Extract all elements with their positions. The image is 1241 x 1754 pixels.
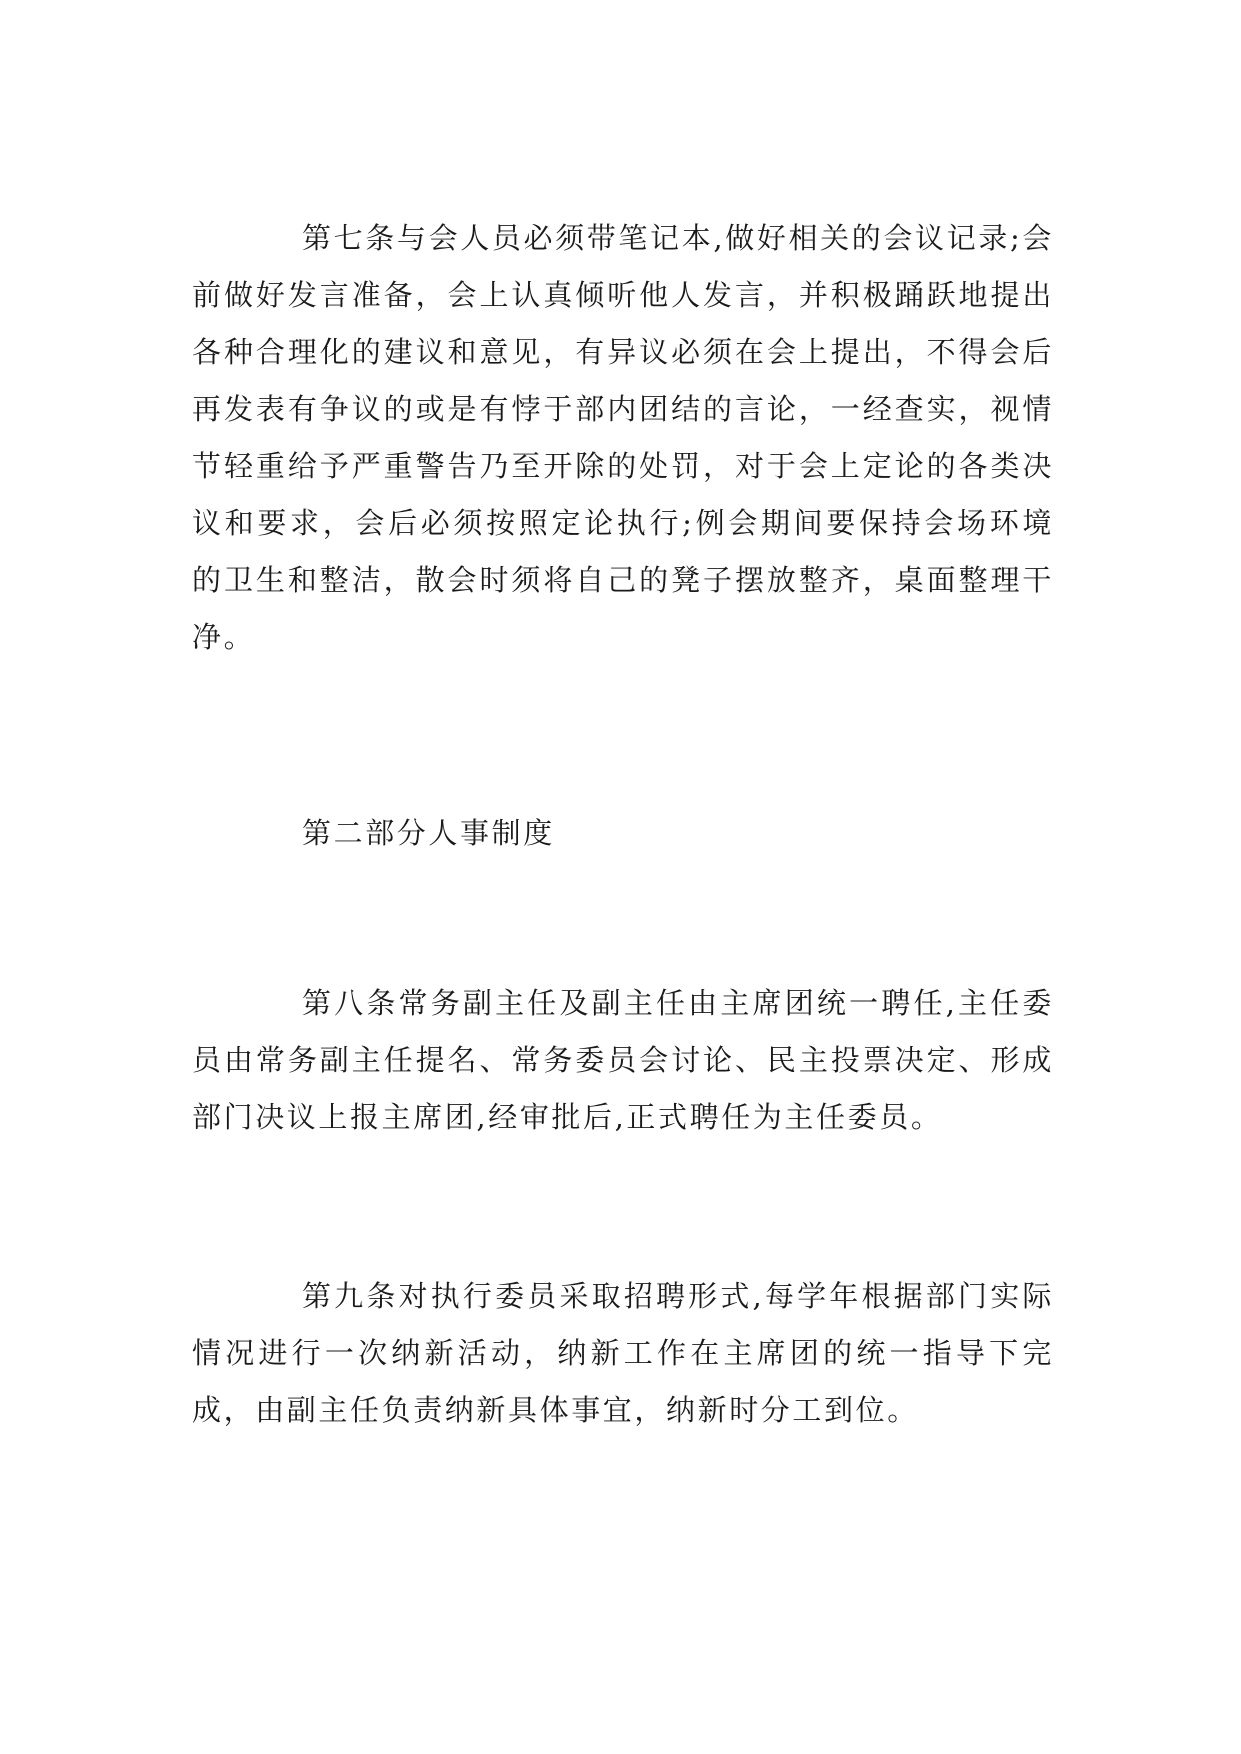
- article-8-paragraph: 第八条常务副主任及副主任由主席团统一聘任,主任委员由常务副主任提名、常务委员会讨论、民主投票决定、形成部门决议上报主席团,经审批后,正式聘任为主任委员。: [192, 986, 1054, 1134]
- article-9-paragraph: 第九条对执行委员采取招聘形式,每学年根据部门实际情况进行一次纳新活动，纳新工作在主席团的统一指导下完成，由副主任负责纳新具体事宜，纳新时分工到位。: [192, 1279, 1054, 1427]
- part-2-heading: 第二部分人事制度: [302, 816, 555, 850]
- article-7-paragraph: 第七条与会人员必须带笔记本,做好相关的会议记录;会前做好发言准备，会上认真倾听他人发言，并积极踊跃地提出各种合理化的建议和意见，有异议必须在会上提出，不得会后再发表有争议的或是有悖于部内团结的言论，一经查实，视情节轻重给予严重警告乃至开除的处罚，对于会上定论的各类决议和要求，会后必须按照定论执行;例会期间要保持会场环境的卫生和整洁，散会时须将自己的凳子摆放整齐，桌面整理干净。: [192, 221, 1054, 654]
